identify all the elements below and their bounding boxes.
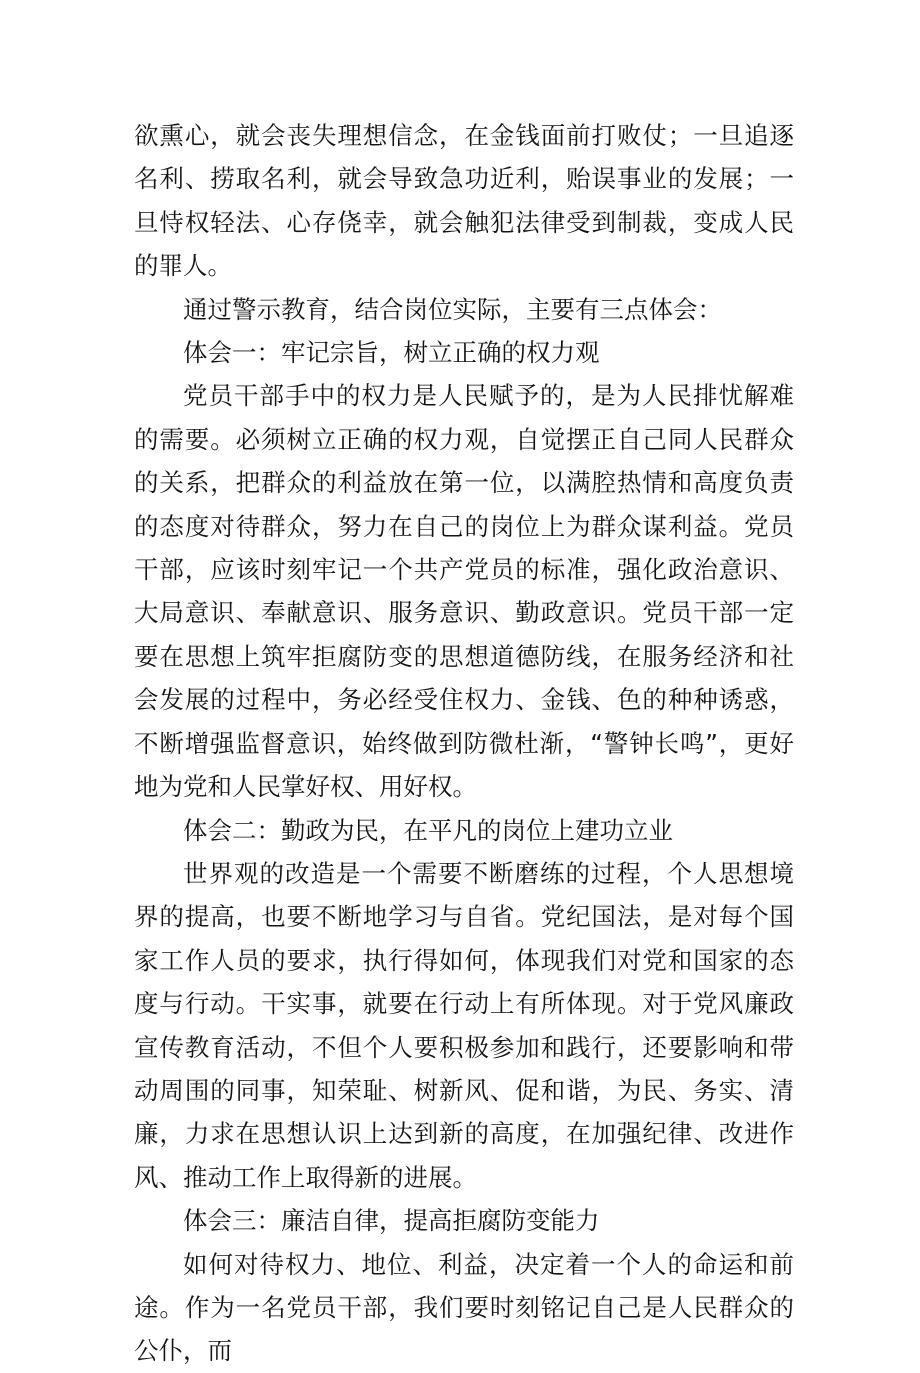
heading-insight-two: 体会二：勤政为民，在平凡的岗位上建功立业 xyxy=(183,815,673,845)
heading-insight-one: 体会一：牢记宗旨，树立正确的权力观 xyxy=(183,338,600,368)
paragraph-insight-one: 党员干部手中的权力是人民赋予的，是为人民排忧解难的需要。必须树立正确的权力观，自觉摆正自己同人民群众的关系，把群众的利益放在第一位，以满腔热情和高度负责的态度对待群众，努力在自己的岗位上为群众谋利益。党员干部，应该时刻牢记一个共产党员的标准，强化政治意识、大局意识、奉献意识、服务意识、勤政意识。党员干部一定要在思想上筑牢拒腐防变的思想道德防线，在服务经济和社会发展的过程中，务必经受住权力、金钱、色的种种诱惑，不断增强监督意识，始终做到防微杜渐，“警钟长鸣”，更好地为党和人民掌好权、用好权。 xyxy=(134,381,794,802)
heading-insight-three: 体会三：廉洁自律，提高拒腐防变能力 xyxy=(183,1206,600,1236)
paragraph-intro: 通过警示教育，结合岗位实际，主要有三点体会： xyxy=(183,294,722,324)
paragraph-insight-three: 如何对待权力、地位、利益，决定着一个人的命运和前途。作为一名党员干部，我们要时刻铭记自己是人民群众的公仆，而 xyxy=(134,1249,794,1366)
paragraph-insight-two: 世界观的改造是一个需要不断磨练的过程，个人思想境界的提高，也要不断地学习与自省。党纪国法，是对每个国家工作人员的要求，执行得如何，体现我们对党和国家的态度与行动。干实事，就要在行动上有所体现。对于党风廉政宣传教育活动，不但个人要积极参加和践行，还要影响和带动周围的同事，知荣耻、树新风、促和谐，为民、务实、清廉，力求在思想认识上达到新的高度，在加强纪律、改进作风、推动工作上取得新的进展。 xyxy=(134,858,794,1192)
document-body xyxy=(134,114,794,1373)
paragraph-continuation: 欲熏心，就会丧失理想信念，在金钱面前打败仗；一旦追逐名利、捞取名利，就会导致急功近利，贻误事业的发展；一旦恃权轻法、心存侥幸，就会触犯法律受到制裁，变成人民的罪人。 xyxy=(134,121,794,281)
